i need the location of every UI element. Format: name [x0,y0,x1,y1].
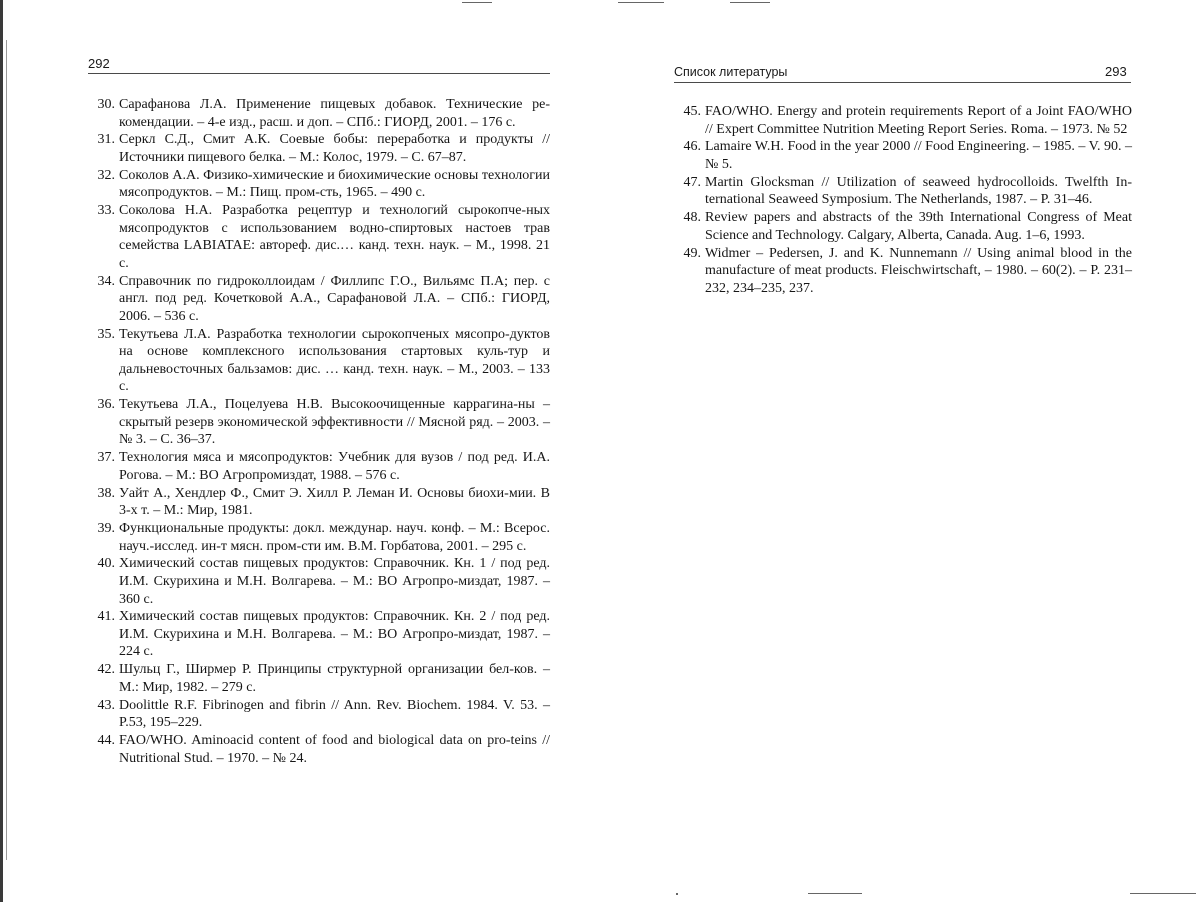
reference-text: Lamaire W.H. Food in the year 2000 // Food Engineering. – 1985. – V. 90. – № 5. [705,139,1132,172]
scan-speck [618,2,664,3]
reference-entry [674,245,1132,298]
reference-text: Соколов А.А. Физико-химические и биохимические основы технологии мясопродуктов. – М.: Пищ. пром-сть, 1965. – 490 с. [119,167,550,201]
reference-list [88,96,550,767]
reference-number: 46. [683,139,701,155]
reference-number: 47. [683,174,701,190]
reference-number: 48. [683,210,701,226]
reference-entry [88,273,550,326]
reference-number: 38. [97,485,115,501]
reference-text: Соколова Н.А. Разработка рецептур и технологий сырокопче-ных мясопродуктов с использованием водно-спиртовых настоев трав семейства LABIATAE: автореф. дис.… канд. техн. наук. – М., 1998. 21 с. [119,203,550,271]
reference-number: 49. [683,245,701,261]
reference-entry [88,449,550,484]
reference-text: Справочник по гидроколлоидам / Филлипс Г.О., Вильямс П.А; пер. с англ. под ред. Кочетковой А.А., Сарафановой Л.А. – СПб.: ГИОРД, 2006. – 536 с. [119,273,550,324]
reference-number: 44. [97,733,115,748]
reference-entry [88,96,550,131]
reference-text: Doolittle R.F. Fibrinogen and fibrin // Ann. Rev. Biochem. 1984. V. 53. – P.53, 195–229. [119,697,550,731]
right-page [600,0,1200,902]
reference-entry [674,103,1132,138]
header-rule [674,82,1131,83]
running-title: Список литературы [674,65,788,79]
reference-entry [88,555,550,608]
reference-entry [88,697,550,732]
reference-list [674,103,1132,297]
reference-entry [88,396,550,449]
reference-text: FAO/WHO. Aminoacid content of food and biological data on pro-teins // Nutritional Stud. – 1970. – № 24. [119,733,550,766]
reference-entry [674,209,1132,244]
reference-number: 43. [97,697,115,713]
reference-entry [88,732,550,767]
reference-entry [88,131,550,166]
reference-number: 31. [97,132,115,148]
reference-entry [88,202,550,272]
reference-entry [674,174,1132,209]
scan-speck [462,2,492,3]
page-number: 293 [1105,64,1127,79]
reference-text: Технология мяса и мясопродуктов: Учебник для вузов / под ред. И.А. Рогова. – М.: ВО Агропромиздат, 1988. – 576 с. [119,450,550,483]
scan-speck [808,893,862,894]
reference-text: FAO/WHO. Energy and protein requirements Report of a Joint FAO/WHO // Expert Committee Nutrition Meeting Report Series. Roma. – 1973. № 52 [705,104,1132,137]
reference-entry [88,608,550,661]
reference-text: Химический состав пищевых продуктов: Справочник. Кн. 1 / под ред. И.М. Скурихина и М.Н. Волгарева. – М.: ВО Агропро-миздат, 1987. – 360 с. [119,556,550,607]
reference-number: 35. [97,326,115,342]
reference-entry [88,326,550,396]
reference-number: 42. [97,662,115,678]
reference-text: Шульц Г., Ширмер Р. Принципы структурной организации бел-ков. – М.: Мир, 1982. – 279 с. [119,662,550,695]
reference-number: 37. [97,450,115,466]
header-rule [88,73,550,74]
binding-shadow [6,40,7,860]
reference-text: Текутьева Л.А. Разработка технологии сырокопченых мясопро-дуктов на основе комплексного использования стартовых куль-тур и дальневосточных бальзамов: дис. … канд. техн. наук. – М., 2003. – 133 с. [119,326,550,395]
reference-text: Функциональные продукты: докл. междунар. науч. конф. – М.: Всерос. науч.-исслед. ин-т мясн. пром-сти им. В.М. Горбатова, 2001. – 295 с. [119,520,550,554]
reference-text: Widmer – Pedersen, J. and K. Nunnemann // Using animal blood in the manufacture of meat products. Fleischwirtschaft, – 1980. – 60(2). – P. 231–232, 234–235, 237. [705,245,1132,296]
reference-text: Химический состав пищевых продуктов: Справочник. Кн. 2 / под ред. И.М. Скурихина и М.Н. Волгарева. – М.: ВО Агропро-миздат, 1987. – 224 с. [119,609,550,660]
reference-number: 32. [97,167,115,183]
reference-text: Серкл С.Д., Смит А.К. Соевые бобы: переработка и продукты // Источники пищевого белка. – М.: Колос, 1979. – С. 67–87. [119,132,550,165]
reference-entry [88,661,550,696]
reference-entry [88,167,550,202]
reference-text: Review papers and abstracts of the 39th International Congress of Meat Science and Technology. Calgary, Alberta, Canada. Aug. 1–6, 1993. [705,210,1132,243]
reference-text: Уайт А., Хендлер Ф., Смит Э. Хилл Р. Леман И. Основы биохи-мии. В 3-х т. – М.: Мир, 1981. [119,485,550,519]
reference-number: 45. [683,104,701,119]
scan-speck [676,893,678,895]
reference-text: Сарафанова Л.А. Применение пищевых добавок. Технические ре-комендации. – 4-е изд., расш. и доп. – СПб.: ГИОРД, 2001. – 176 с. [119,97,550,130]
reference-number: 39. [97,520,115,536]
reference-number: 30. [97,97,115,112]
reference-number: 36. [97,397,115,413]
reference-number: 40. [97,556,115,572]
reference-number: 34. [97,273,115,289]
scan-speck [1130,893,1196,894]
reference-text: Martin Glocksman // Utilization of seaweed hydrocolloids. Twelfth In-ternational Seaweed Symposium. The Netherlands, 1987. – P. 31–46. [705,174,1132,208]
scan-speck [730,2,770,3]
reference-text: Текутьева Л.А., Поцелуева Н.В. Высокоочищенные каррагина-ны – скрытый резерв экономической эффективности // Мясной ряд. – 2003. – № 3. – С. 36–37. [119,397,550,448]
reference-number: 33. [97,203,115,219]
reference-number: 41. [97,609,115,625]
reference-entry [674,138,1132,173]
binding-edge [0,0,3,902]
reference-entry [88,485,550,520]
page-number: 292 [88,56,110,71]
reference-entry [88,520,550,555]
